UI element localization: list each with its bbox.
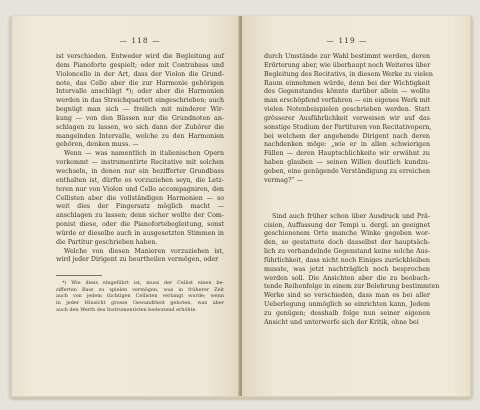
footnote-rule [56,275,102,276]
text-line: Welche von diesen Manieren vorzuziehen ist, [64,247,224,255]
page-number: — 119 — [326,36,368,45]
text-line: kung — von den Bässen nur die Grundnoten an- [56,114,224,122]
text-line: vielen Notenbeispielen geschrieben werden. Statt [264,106,430,114]
text-line: vorkommt — instrumentirte Recitative mit solchen [56,159,224,167]
text-line: grösserer Ausführlichkeit verweisen wir auf das [264,114,430,122]
text-line: wechseln, in denen nur ein bezifferter Grundbass [56,167,224,175]
footnote-line: auch den Werth des Instrumentisten bedeutend erhöhte. [56,306,197,313]
text-line: Ueberlegung unmöglich so einrichten kann, Jedem [264,301,430,309]
text-line: Raum einnehmen würde, denn bei der Wichtigkeit [264,79,430,87]
text-line: dem Pianoforte gespielt; oder mit Contrabass und [56,61,224,69]
footnote-line: *) Wie diess eingeführt ist, muss der Cellist einen be- [62,280,224,287]
open-book [10,16,472,398]
text-line: durch Umstände zur Wahl bestimmt werden, deren [264,53,430,60]
text-line: begnügt man sich — freilich mit minderer Wir- [56,106,224,114]
text-line: mangelnden Intervalle, welche zu den Harmonien [56,132,224,140]
text-line: des Gegenstandes könnte darüber allein — wollte [264,88,430,96]
text-line: Sind auch früher schon über Ausdruck und Prä- [272,212,430,220]
text-line: vermag?“ — [264,176,303,184]
text-line: werden in das Streichquartett eingeschrieben; auch [56,97,224,105]
text-line: Cellisten aber die vollständigen Harmonien — so [56,194,224,202]
right-page [242,16,470,396]
paragraph-gap [264,186,430,213]
text-line: musste, was jetzt nachträglich noch besprochen [264,265,430,273]
text-line: Werke sind so verschieden, dass man es bei aller [264,292,430,300]
text-line: gehören, denken muss. — [56,141,139,149]
footnote-line: in jeder Hinsicht grosse Gewandtheit geboten, was aber [56,300,224,307]
text-line: Fällen — deren Hauptschlichkeite wir erwähnt zu [264,150,430,158]
text-line: würde er dieselbe auch in ausgesetzten Stimmen in [56,229,224,237]
page-number: — 118 — [119,36,161,45]
body-text [264,212,440,328]
text-line: die Partitur geschrieben haben. [56,238,158,246]
text-line: anschlagen zu lassen; denn sicher wollte der Com- [56,212,224,220]
text-line: Intervalle anschlägt *); oder aber die Harmonien [56,88,224,96]
text-line: Violoncello in der Art, dass der Violon die Grund- [56,70,224,78]
text-line: Wenn — was namentlich in italienischen Opern [64,150,224,158]
text-line: Erörterung aber, wie überhaupt noch Weiteres über [264,61,431,69]
body-text [56,53,224,265]
text-line: ist verschieden. Entweder wird die Begleitung auf [56,53,224,60]
text-line: zu genügen; desshalb folge nun seiner eigenen [264,309,430,317]
text-line: geschienenem Orte manche Winke gegeben wor- [264,230,430,238]
text-line: den, so gestattete doch dasselbst der hauptsäch- [264,239,430,247]
text-line: geben, eine genügende Verständigung zu erreichen [264,167,430,175]
text-line: cision, Auffassung der Tempi u. dergl. an geeignet [264,221,430,229]
text-line: lich zu verhandelnde Gegenstand keine solche Aus- [264,248,430,256]
text-line: bei welchem der angehende Dirigent nach deren [264,132,430,140]
text-line: note, das Cello aber die zur Harmonie gehörigen [56,79,224,87]
text-line: schlagen zu lassen, wo sich dann der Zuhörer die [56,123,224,131]
text-line: weit dies der Fingersatz möglich macht — [56,203,224,211]
text-line: führlichkeit, dass nicht noch Einiges zurückbleiben [264,256,430,264]
left-page [12,16,240,396]
footnote-line: zifferten Bass zu spielen vermögen, was in früherer Zeit [56,286,224,293]
text-line: werden soll. Die Ansichten aber die zu beobach- [264,274,430,282]
text-line: haben glauben — seinen Willen deutlich kundzu- [264,159,430,167]
text-line: Ansicht und unterwerfe sich der Kritik, ohne bei [264,318,419,326]
text-line: sonstige Studium der Partituren von Recitativopern, [264,123,432,131]
text-line: man erschöpfend verfahren — ein eigenes Werk mit [264,97,431,105]
footnote [56,280,224,313]
text-line: nachdenken möge: „wie er in allen schwierigen [264,141,430,149]
text-line: Begleitung des Recitativs, in diesem Werke zu vielen [264,70,433,78]
footnote-line: auch von jedem tüchtigen Cellisten verlangt wurde; wenn [56,293,224,300]
body-text [264,53,433,186]
text-line: teren nur von Violon und Cello accompagniren, den [56,185,224,193]
text-line: ponist diese, oder die Pianofortebegleitung, sonst [56,221,224,229]
text-line: enthalten ist, dürfte es vorzuziehen seyn, die Letz- [56,176,224,184]
text-line: wird jeder Dirigent zu beurtheilen vermögen, oder [56,256,219,264]
text-line: tende Reihenfolge in einem zur Belehrung bestimmten [264,283,440,291]
